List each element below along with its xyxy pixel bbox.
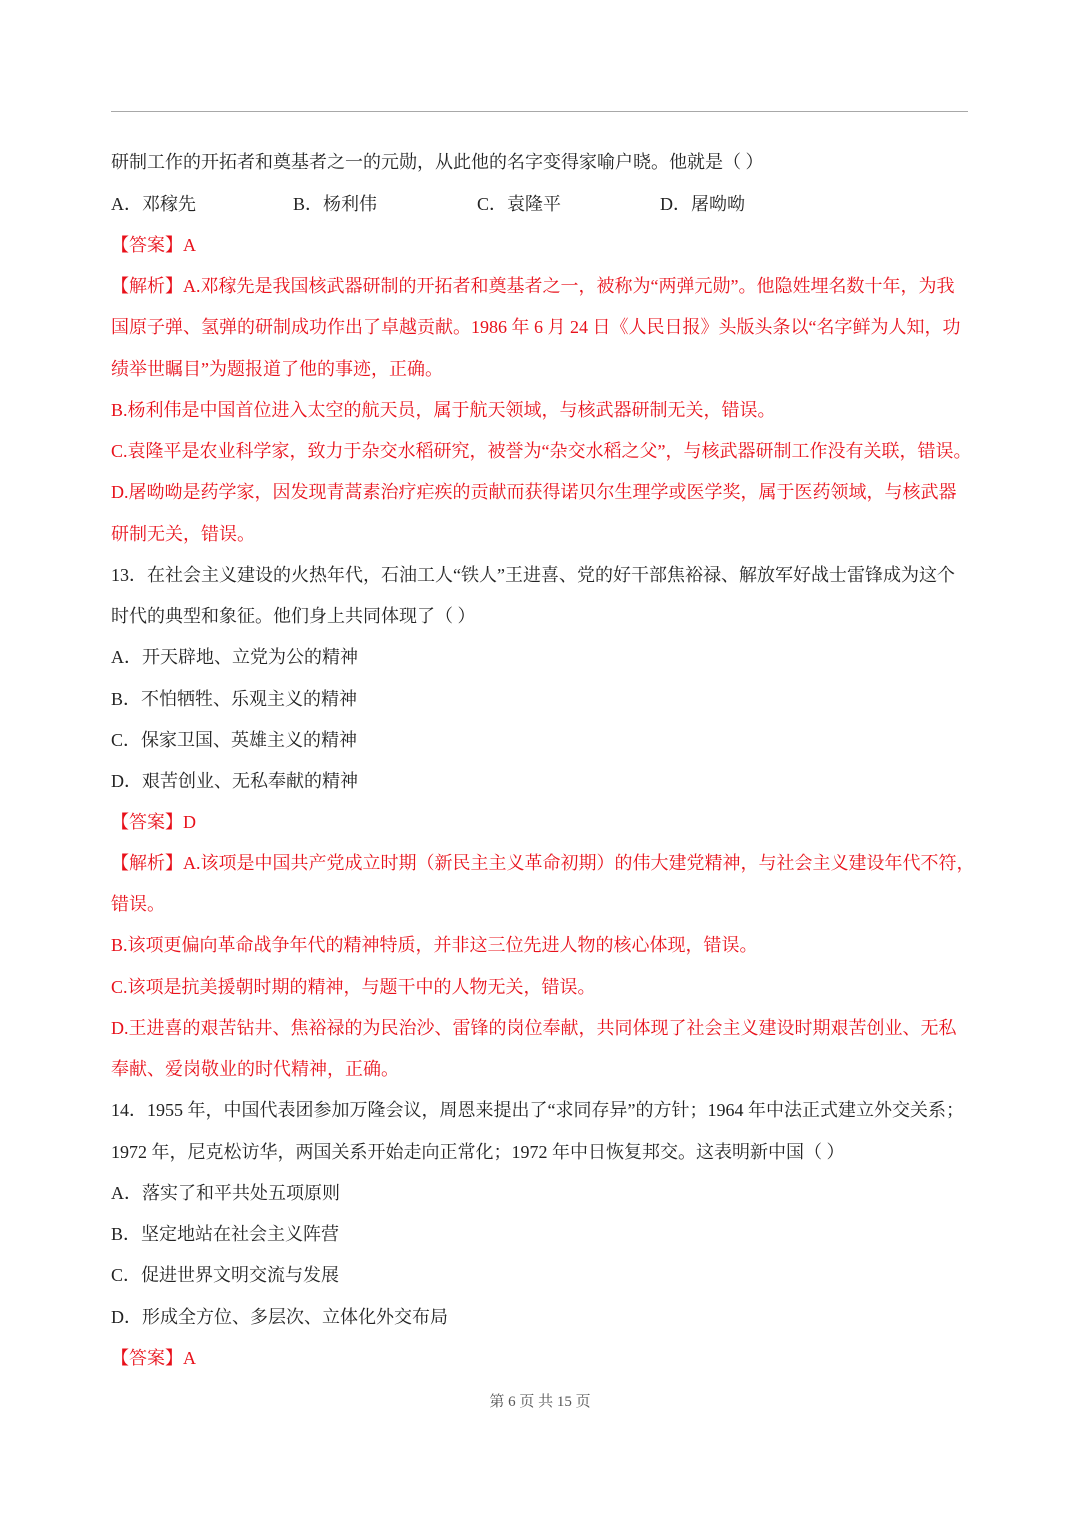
q12-options	[111, 189, 971, 219]
q13-analysis-line: C.该项是抗美援朝时期的精神，与题干中的人物无关，错误。	[111, 977, 596, 997]
q13-option-d: D．艰苦创业、无私奉献的精神	[111, 771, 358, 791]
q14-stem-line: 1972 年，尼克松访华，两国关系开始走向正常化；1972 年中日恢复邦交。这表明新中国（ ）	[111, 1142, 845, 1162]
q13-option-c: C．保家卫国、英雄主义的精神	[111, 730, 358, 750]
q12-stem: 研制工作的开拓者和奠基者之一的元勋，从此他的名字变得家喻户晓。他就是（ ）	[111, 152, 764, 172]
q12-option-d: D．屠呦呦	[660, 194, 745, 214]
q13-option-b: B．不怕牺牲、乐观主义的精神	[111, 689, 358, 709]
q12-analysis-line: 研制无关，错误。	[111, 524, 255, 544]
q13-analysis-line: 错误。	[111, 894, 165, 914]
q12-analysis-line: C.袁隆平是农业科学家，致力于杂交水稻研究，被誉为“杂交水稻之父”，与核武器研制工作没有关联，错误。	[111, 441, 972, 461]
q13-analysis-line: 奉献、爱岗敬业的时代精神，正确。	[111, 1059, 399, 1079]
q14-option-c: C．促进世界文明交流与发展	[111, 1265, 340, 1285]
q13-analysis-line: D.王进喜的艰苦钻井、焦裕禄的为民治沙、雷锋的岗位奉献，共同体现了社会主义建设时期艰苦创业、无私	[111, 1018, 957, 1038]
header-rule	[111, 111, 968, 112]
q12-option-a: A．邓稼先	[111, 194, 196, 214]
q13-analysis-line: 【解析】A.该项是中国共产党成立时期（新民主主义革命初期）的伟大建党精神，与社会主义建设年代不符，	[111, 853, 975, 873]
q13-stem-line: 时代的典型和象征。他们身上共同体现了（ ）	[111, 606, 476, 626]
q14-option-b: B．坚定地站在社会主义阵营	[111, 1224, 340, 1244]
q12-analysis-line: D.屠呦呦是药学家，因发现青蒿素治疗疟疾的贡献而获得诺贝尔生理学或医学奖，属于医药领域，与核武器	[111, 482, 957, 502]
q14-option-d: D．形成全方位、多层次、立体化外交布局	[111, 1307, 448, 1327]
page-number-footer: 第 6 页 共 15 页	[489, 1394, 591, 1410]
q12-analysis-line: 【解析】A.邓稼先是我国核武器研制的开拓者和奠基者之一，被称为“两弹元勋”。他隐姓埋名数十年，为我	[111, 276, 955, 296]
q12-analysis-line: 国原子弹、氢弹的研制成功作出了卓越贡献。1986 年 6 月 24 日《人民日报》头版头条以“名字鲜为人知，功	[111, 317, 961, 337]
q12-answer: 【答案】A	[111, 235, 196, 255]
q13-analysis-line: B.该项更偏向革命战争年代的精神特质，并非这三位先进人物的核心体现，错误。	[111, 935, 758, 955]
q12-option-b: B．杨利伟	[293, 194, 378, 214]
q12-option-c: C．袁隆平	[477, 194, 562, 214]
q14-option-a: A．落实了和平共处五项原则	[111, 1183, 340, 1203]
q13-stem-line: 13．在社会主义建设的火热年代，石油工人“铁人”王进喜、党的好干部焦裕禄、解放军好战士雷锋成为这个	[111, 565, 955, 585]
q13-option-a: A．开天辟地、立党为公的精神	[111, 647, 358, 667]
q12-analysis-line: B.杨利伟是中国首位进入太空的航天员，属于航天领域，与核武器研制无关，错误。	[111, 400, 776, 420]
q14-answer: 【答案】A	[111, 1348, 196, 1368]
q12-analysis-line: 绩举世瞩目”为题报道了他的事迹，正确。	[111, 359, 443, 379]
q13-answer: 【答案】D	[111, 812, 196, 832]
q14-stem-line: 14．1955 年，中国代表团参加万隆会议，周恩来提出了“求同存异”的方针；1964 年中法正式建立外交关系；	[111, 1100, 964, 1120]
